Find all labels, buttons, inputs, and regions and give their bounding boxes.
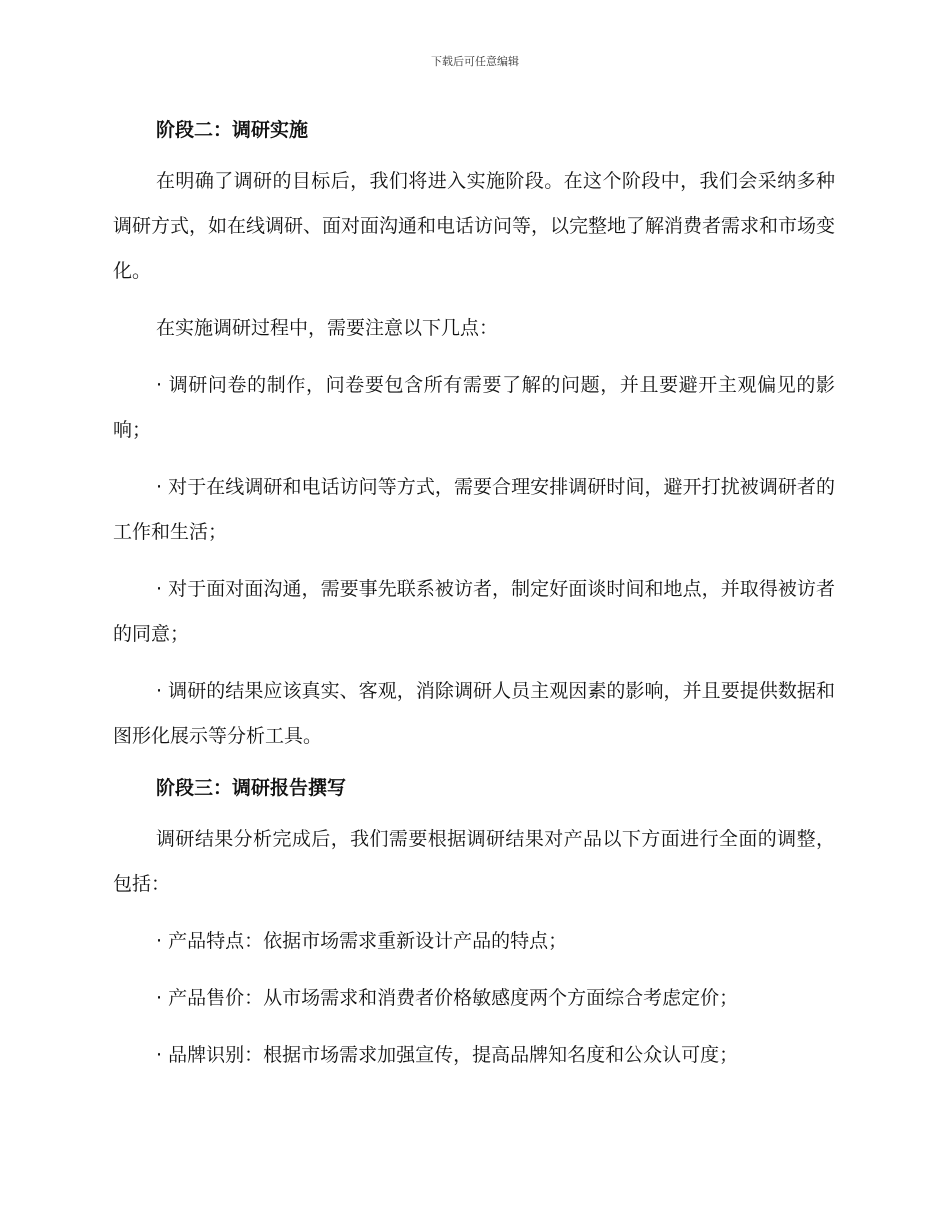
- paragraph-adjustments-lead: 调研结果分析完成后，我们需要根据调研结果对产品以下方面进行全面的调整，包括：: [113, 828, 835, 895]
- bullet-item: · 对于面对面沟通，需要事先联系被访者，制定好面谈时间和地点，并取得被访者的同意；: [113, 578, 835, 645]
- bullet-item: · 对于在线调研和电话访问等方式，需要合理安排调研时间，避开打扰被调研者的工作和生活；: [113, 476, 835, 543]
- paragraph-notes-lead: 在实施调研过程中，需要注意以下几点：: [156, 317, 499, 339]
- paragraph-intro: 在明确了调研的目标后，我们将进入实施阶段。在这个阶段中，我们会采纳多种调研方式，如在线调研、面对面沟通和电话访问等，以完整地了解消费者需求和市场变化。: [113, 170, 836, 282]
- bullet-item: · 品牌识别：根据市场需求加强宣传，提高品牌知名度和公众认可度；: [156, 1044, 739, 1066]
- section-heading-stage-3: 阶段三：调研报告撰写: [156, 777, 347, 799]
- bullet-item: · 调研的结果应该真实、客观，消除调研人员主观因素的影响，并且要提供数据和图形化展示等分析工具。: [113, 680, 835, 747]
- bullet-item: · 调研问卷的制作，问卷要包含所有需要了解的问题，并且要避开主观偏见的影响；: [113, 374, 835, 441]
- section-heading-stage-2: 阶段二：调研实施: [156, 119, 309, 141]
- bullet-item: · 产品特点：依据市场需求重新设计产品的特点；: [156, 930, 568, 952]
- document-body: [113, 113, 835, 1090]
- bullet-item: · 产品售价：从市场需求和消费者价格敏感度两个方面综合考虑定价；: [156, 987, 739, 1009]
- page-header: 下载后可任意编辑: [431, 55, 519, 68]
